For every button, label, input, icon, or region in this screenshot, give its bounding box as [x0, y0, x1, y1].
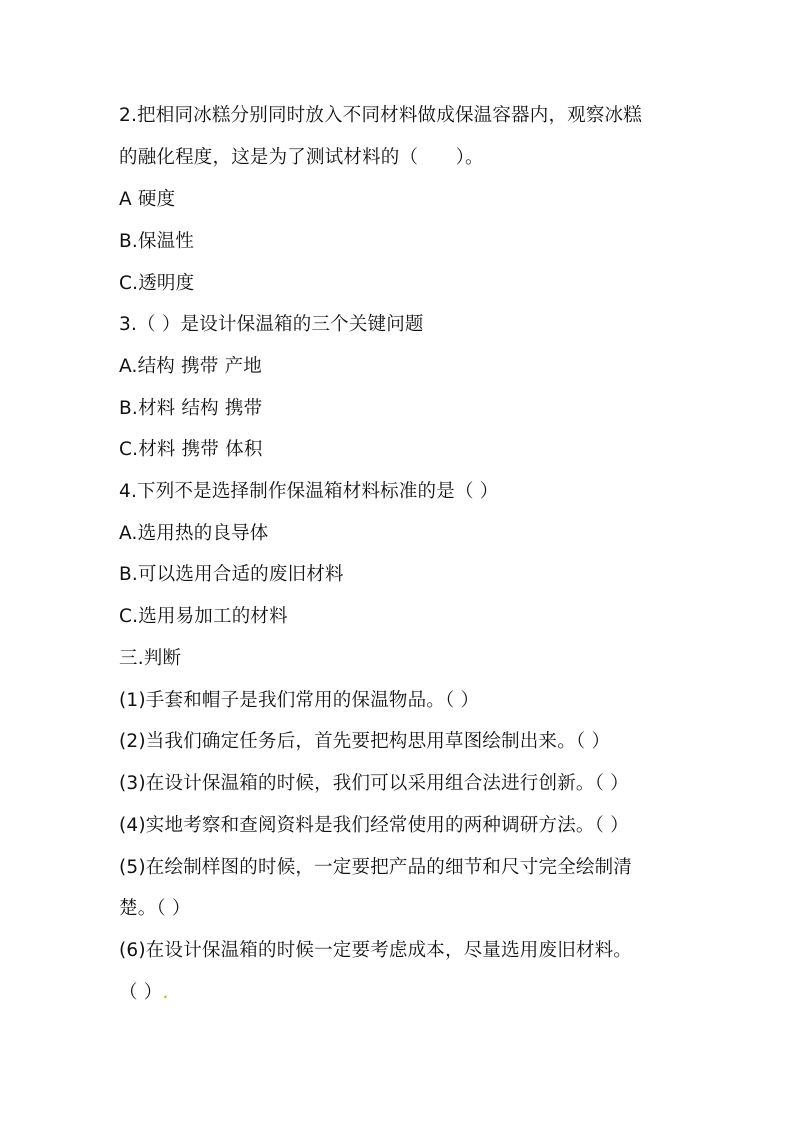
q2-option-a: A 硬度 — [119, 189, 176, 210]
q3-option-b: B.材料 结构 携带 — [119, 398, 263, 419]
q4-option-a: A.选用热的良导体 — [119, 523, 269, 544]
q3-stem: 3.（ ）是设计保温箱的三个关键问题 — [119, 314, 424, 335]
q2-stem-line-2: 的融化程度，这是为了测试材料的（ ）。 — [119, 147, 484, 168]
judgment-item-6-line-2 — [119, 981, 169, 1005]
judgment-item-5-line-1: (5)在绘制样图的时候，一定要把产品的细节和尺寸完全绘制清 — [119, 857, 633, 878]
judgment-item-4: (4)实地考察和查阅资料是我们经常使用的两种调研方法。（ ） — [119, 815, 629, 836]
q2-option-c: C.透明度 — [119, 273, 195, 294]
q4-option-c: C.选用易加工的材料 — [119, 606, 288, 627]
judgment-item-6-answer-blank: （ ） — [119, 982, 163, 1003]
q3-option-c: C.材料 携带 体积 — [119, 439, 263, 460]
q2-stem-line-1: 2.把相同冰糕分别同时放入不同材料做成保温容器内，观察冰糕 — [119, 105, 642, 126]
q4-option-b: B.可以选用合适的废旧材料 — [119, 564, 344, 585]
q3-option-a: A.结构 携带 产地 — [119, 356, 262, 377]
judgment-item-6-line-1: (6)在设计保温箱的时候一定要考虑成本，尽量选用废旧材料。 — [119, 940, 633, 961]
judgment-item-2: (2)当我们确定任务后，首先要把构思用草图绘制出来。（ ） — [119, 731, 611, 752]
judgment-item-5-line-2: 楚。（ ） — [119, 898, 191, 919]
judgment-item-1: (1)手套和帽子是我们常用的保温物品。（ ） — [119, 690, 480, 711]
judgment-item-3: (3)在设计保温箱的时候，我们可以采用组合法进行创新。（ ） — [119, 773, 629, 794]
q2-option-b: B.保温性 — [119, 231, 195, 252]
section-heading-judgment: 三.判断 — [119, 648, 182, 669]
q4-stem: 4.下列不是选择制作保温箱材料标准的是（ ） — [119, 481, 499, 502]
trailing-mark: . — [162, 982, 169, 1003]
